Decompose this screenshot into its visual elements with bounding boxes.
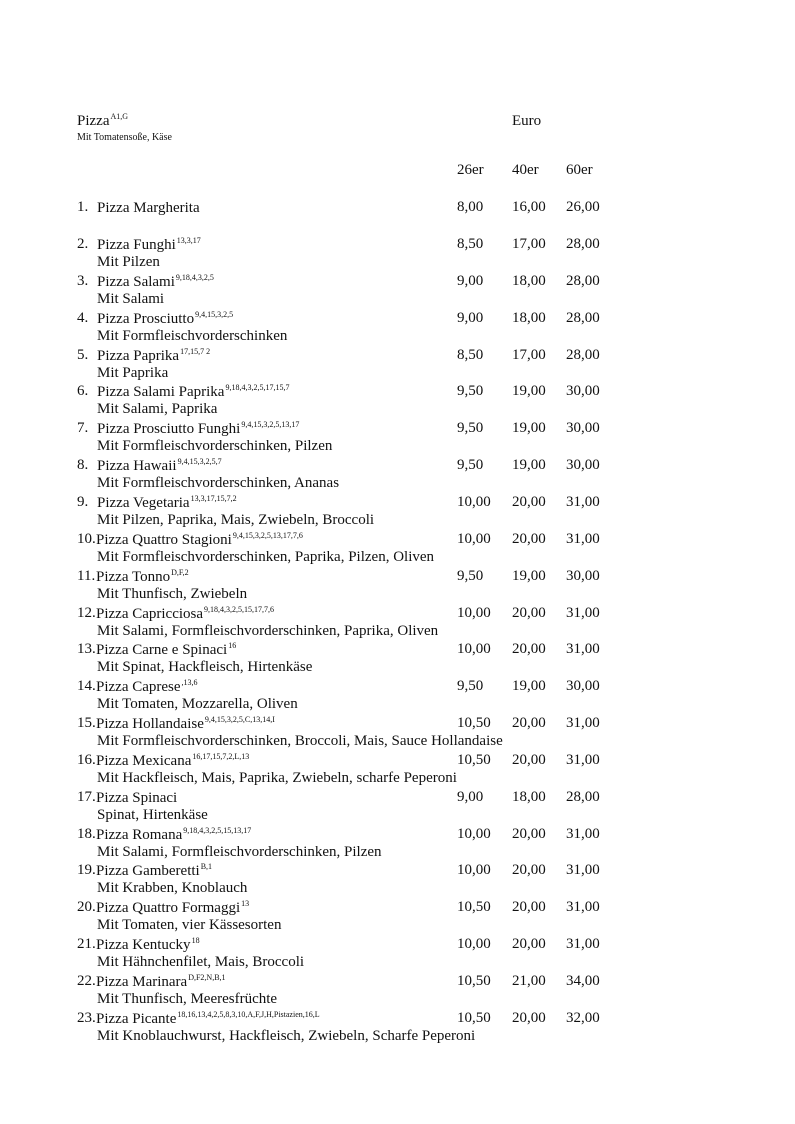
- price-40: 20,00: [512, 825, 546, 842]
- item-name-line: [96, 605, 274, 623]
- item-description: Mit Paprika: [97, 364, 169, 381]
- item-number: 16.: [77, 751, 96, 768]
- item-allergens: B,1: [200, 862, 213, 872]
- item-allergens: 9,4,15,3,2,5,13,17,7,6: [232, 530, 303, 540]
- price-60: 31,00: [566, 530, 600, 547]
- item-number: 21.: [77, 936, 96, 953]
- item-allergens: D,F,2: [171, 567, 189, 577]
- menu-item: [0, 420, 795, 456]
- item-name: Pizza Hawaii: [97, 458, 177, 475]
- item-description: Spinat, Hirtenkäse: [97, 806, 208, 823]
- item-number: 22.: [77, 973, 96, 989]
- item-name: Pizza Hollandaise: [96, 716, 204, 733]
- size-label-40: 40er: [512, 162, 539, 178]
- item-name: Pizza Paprika: [97, 347, 180, 364]
- item-number: 23.: [77, 1009, 96, 1026]
- item-description: Mit Tomaten, Mozzarella, Oliven: [97, 696, 298, 713]
- price-60: 30,00: [566, 678, 600, 695]
- item-name-line: [96, 899, 249, 917]
- price-60: 31,00: [566, 936, 600, 953]
- item-number: 4.: [77, 309, 89, 326]
- price-26: 10,00: [457, 641, 491, 658]
- price-40: 18,00: [512, 272, 546, 289]
- menu-item: [0, 310, 795, 346]
- menu-item: [0, 457, 795, 493]
- price-40: 17,00: [512, 346, 546, 363]
- price-40: 20,00: [512, 1009, 546, 1026]
- item-name-line: [97, 236, 201, 254]
- item-allergens: 17,15,7 2: [180, 346, 211, 356]
- item-description: Mit Formfleischvorderschinken, Broccoli, Mais, Sauce Hollandaise: [97, 733, 503, 750]
- item-allergens: 9,18,4,3,2,5,15,17,7,6: [204, 604, 275, 614]
- item-number: 18.: [77, 825, 96, 842]
- item-allergens: 9,4,15,3,2,5,13,17: [241, 420, 300, 430]
- size-label-26: 26er: [457, 162, 484, 178]
- item-name-line: [96, 973, 226, 991]
- item-description: Mit Salami, Formfleischvorderschinken, Pilzen: [97, 843, 382, 860]
- item-description: Mit Tomaten, vier Kässesorten: [97, 917, 282, 934]
- item-number: 8.: [77, 457, 89, 474]
- item-number: 5.: [77, 346, 89, 363]
- price-26: 9,50: [457, 457, 484, 474]
- price-26: 9,50: [457, 567, 484, 584]
- price-60: 28,00: [566, 272, 600, 289]
- item-number: 6.: [77, 383, 89, 400]
- size-label-60: 60er: [566, 162, 593, 178]
- price-26: 9,50: [457, 420, 484, 437]
- item-description: Mit Salami, Formfleischvorderschinken, Paprika, Oliven: [97, 622, 439, 639]
- currency-label: Euro: [512, 113, 542, 129]
- menu-item: [0, 494, 795, 530]
- item-name-line: [96, 1010, 320, 1028]
- item-number: 3.: [77, 272, 89, 289]
- price-40: 19,00: [512, 383, 546, 400]
- menu-item: [0, 715, 795, 751]
- price-60: 31,00: [566, 493, 600, 510]
- price-40: 20,00: [512, 530, 546, 547]
- item-description: Mit Formfleischvorderschinken, Pilzen: [97, 438, 333, 455]
- item-name-line: [96, 641, 236, 659]
- item-name: Pizza Carne e Spinaci: [96, 642, 228, 659]
- item-description: Mit Thunfisch, Meeresfrüchte: [97, 991, 278, 1007]
- item-allergens: 13,3,17,15,7,2: [190, 493, 237, 503]
- price-40: 19,00: [512, 678, 546, 695]
- price-60: 32,00: [566, 1009, 600, 1026]
- item-name-line: [96, 936, 200, 954]
- item-name-line: [96, 862, 212, 880]
- item-name: Pizza Gamberetti: [96, 863, 200, 880]
- menu-item: [0, 936, 795, 972]
- price-60: 31,00: [566, 899, 600, 916]
- price-40: 17,00: [512, 236, 546, 252]
- page-title: [77, 112, 128, 130]
- price-26: 10,00: [457, 530, 491, 547]
- item-description: Mit Formfleischvorderschinken, Paprika, Pilzen, Oliven: [97, 548, 435, 565]
- price-60: 31,00: [566, 825, 600, 842]
- price-40: 16,00: [512, 199, 546, 215]
- price-60: 30,00: [566, 420, 600, 437]
- item-name: Pizza Quattro Formaggi: [96, 900, 241, 917]
- item-allergens: 9,18,4,3,2,5,17,15,7: [225, 383, 290, 393]
- item-number: 14.: [77, 678, 96, 695]
- price-26: 8,00: [457, 199, 484, 215]
- menu-item: [0, 347, 795, 383]
- item-allergens: 18: [191, 936, 200, 946]
- item-name-line: [97, 310, 233, 328]
- item-allergens: 9,18,4,3,2,5,15,13,17: [183, 825, 252, 835]
- menu-item: [0, 568, 795, 604]
- item-name-line: [96, 678, 198, 696]
- menu-item: [0, 199, 795, 235]
- price-40: 20,00: [512, 936, 546, 953]
- item-name: Pizza Margherita: [97, 200, 200, 216]
- item-description: Mit Salami, Paprika: [97, 401, 218, 418]
- menu-item: [0, 752, 795, 788]
- item-allergens: 18,16,13,4,2,5,8,3,10,A,F,J,H,Pistazien,16,L: [177, 1009, 320, 1019]
- item-description: Mit Knoblauchwurst, Hackfleisch, Zwiebeln, Scharfe Peperoni: [97, 1027, 476, 1044]
- price-26: 8,50: [457, 236, 484, 252]
- item-name: Pizza Caprese: [96, 679, 181, 696]
- price-26: 10,00: [457, 862, 491, 879]
- price-40: 20,00: [512, 862, 546, 879]
- item-name: Pizza Picante: [96, 1010, 177, 1027]
- price-26: 10,00: [457, 936, 491, 953]
- item-allergens: 13: [241, 899, 250, 909]
- item-name: Pizza Mexicana: [96, 752, 192, 769]
- price-26: 9,00: [457, 272, 484, 289]
- item-name-line: [96, 715, 275, 733]
- item-description: Mit Krabben, Knoblauch: [97, 880, 248, 897]
- item-description: Mit Hähnchenfilet, Mais, Broccoli: [97, 954, 305, 971]
- price-60: 30,00: [566, 567, 600, 584]
- item-description: Mit Formfleischvorderschinken, Ananas: [97, 475, 340, 492]
- price-60: 28,00: [566, 236, 600, 252]
- price-60: 31,00: [566, 862, 600, 879]
- item-name: Pizza Prosciutto: [97, 310, 195, 327]
- page-subtitle: Mit Tomatensoße, Käse: [77, 132, 172, 143]
- item-number: 2.: [77, 236, 89, 252]
- price-40: 19,00: [512, 457, 546, 474]
- item-name: Pizza Spinaci: [96, 789, 178, 806]
- item-allergens: 9,4,15,3,2,5,C,13,14,I: [204, 715, 275, 725]
- price-60: 31,00: [566, 715, 600, 732]
- menu-item: [0, 236, 795, 272]
- item-name-line: [97, 494, 237, 512]
- item-number: 13.: [77, 641, 96, 658]
- price-40: 18,00: [512, 788, 546, 805]
- item-allergens: 16,17,15,7,2,L,13: [192, 751, 250, 761]
- price-40: 19,00: [512, 567, 546, 584]
- item-number: 11.: [77, 567, 96, 584]
- item-allergens: 9,4,15,3,2,5,7: [177, 457, 222, 467]
- price-40: 19,00: [512, 420, 546, 437]
- item-allergens: 16: [228, 641, 237, 651]
- price-60: 28,00: [566, 346, 600, 363]
- item-description: Mit Thunfisch, Zwiebeln: [97, 585, 248, 602]
- price-26: 10,50: [457, 715, 491, 732]
- item-allergens: 9,4,15,3,2,5: [195, 309, 234, 319]
- menu-item: [0, 531, 795, 567]
- menu-item: [0, 789, 795, 825]
- item-number: 20.: [77, 899, 96, 916]
- item-name: Pizza Capricciosa: [96, 605, 204, 622]
- item-name: Pizza Prosciutto Funghi: [97, 421, 241, 438]
- price-40: 20,00: [512, 899, 546, 916]
- item-name-line: [97, 273, 214, 291]
- item-description: Mit Pilzen, Paprika, Mais, Zwiebeln, Broccoli: [97, 511, 375, 528]
- menu-item: [0, 826, 795, 862]
- item-name: Pizza Funghi: [97, 237, 176, 253]
- price-40: 21,00: [512, 973, 546, 989]
- item-name-line: [96, 789, 178, 807]
- price-26: 8,50: [457, 346, 484, 363]
- item-number: 19.: [77, 862, 96, 879]
- price-40: 20,00: [512, 715, 546, 732]
- price-60: 30,00: [566, 457, 600, 474]
- item-number: 1.: [77, 199, 89, 215]
- price-60: 31,00: [566, 751, 600, 768]
- title-text: Pizza: [77, 113, 110, 129]
- price-26: 9,50: [457, 678, 484, 695]
- item-name: Pizza Salami Paprika: [97, 384, 225, 401]
- item-name: Pizza Romana: [96, 826, 183, 843]
- item-name: Pizza Salami: [97, 273, 175, 290]
- price-40: 20,00: [512, 604, 546, 621]
- item-allergens: ,13,6: [181, 678, 198, 688]
- menu-item: [0, 1010, 795, 1046]
- item-number: 7.: [77, 420, 89, 437]
- item-name-line: [96, 752, 249, 770]
- item-name: Pizza Vegetaria: [97, 494, 190, 511]
- item-name-line: [97, 457, 222, 475]
- item-description: Mit Salami: [97, 290, 165, 307]
- item-name-line: [96, 531, 303, 549]
- title-allergens: A1,G: [110, 112, 129, 121]
- item-allergens: 9,18,4,3,2,5: [175, 272, 214, 282]
- item-allergens: D,F2,N,B,1: [188, 973, 226, 982]
- item-description: Mit Pilzen: [97, 254, 160, 270]
- price-26: 9,00: [457, 309, 484, 326]
- item-name: Pizza Tonno: [96, 568, 171, 585]
- item-number: 15.: [77, 715, 96, 732]
- item-name-line: [96, 568, 189, 586]
- price-60: 31,00: [566, 604, 600, 621]
- price-60: 30,00: [566, 383, 600, 400]
- item-description: Mit Formfleischvorderschinken: [97, 327, 288, 344]
- price-60: 28,00: [566, 309, 600, 326]
- item-name: Pizza Kentucky: [96, 937, 191, 954]
- price-40: 18,00: [512, 309, 546, 326]
- item-description: Mit Spinat, Hackfleisch, Hirtenkäse: [97, 659, 313, 676]
- item-name-line: [97, 383, 289, 401]
- price-40: 20,00: [512, 751, 546, 768]
- item-name-line: [96, 826, 251, 844]
- item-number: 12.: [77, 604, 96, 621]
- price-60: 31,00: [566, 641, 600, 658]
- price-26: 10,50: [457, 973, 491, 989]
- item-name-line: [97, 420, 299, 438]
- price-26: 9,00: [457, 788, 484, 805]
- menu-item: [0, 273, 795, 309]
- item-name-line: [97, 347, 210, 365]
- menu-item: [0, 899, 795, 935]
- price-26: 9,50: [457, 383, 484, 400]
- item-name: Pizza Quattro Stagioni: [96, 531, 232, 548]
- item-description: Mit Hackfleisch, Mais, Paprika, Zwiebeln, scharfe Peperoni: [97, 769, 457, 786]
- price-26: 10,50: [457, 751, 491, 768]
- item-number: 9.: [77, 493, 89, 510]
- price-60: 34,00: [566, 973, 600, 989]
- price-60: 26,00: [566, 199, 600, 215]
- price-40: 20,00: [512, 641, 546, 658]
- price-26: 10,50: [457, 899, 491, 916]
- item-number: 17.: [77, 788, 96, 805]
- menu-item: [0, 973, 795, 1009]
- menu-item: [0, 862, 795, 898]
- item-name: Pizza Marinara: [96, 974, 188, 990]
- menu-item: [0, 678, 795, 714]
- price-26: 10,00: [457, 604, 491, 621]
- price-26: 10,00: [457, 493, 491, 510]
- item-name-line: [97, 199, 201, 217]
- menu-item: [0, 605, 795, 641]
- menu-item: [0, 383, 795, 419]
- price-40: 20,00: [512, 493, 546, 510]
- item-number: 10.: [77, 530, 96, 547]
- menu-item: [0, 641, 795, 677]
- price-26: 10,50: [457, 1009, 491, 1026]
- price-26: 10,00: [457, 825, 491, 842]
- item-allergens: 13,3,17: [176, 236, 201, 245]
- price-60: 28,00: [566, 788, 600, 805]
